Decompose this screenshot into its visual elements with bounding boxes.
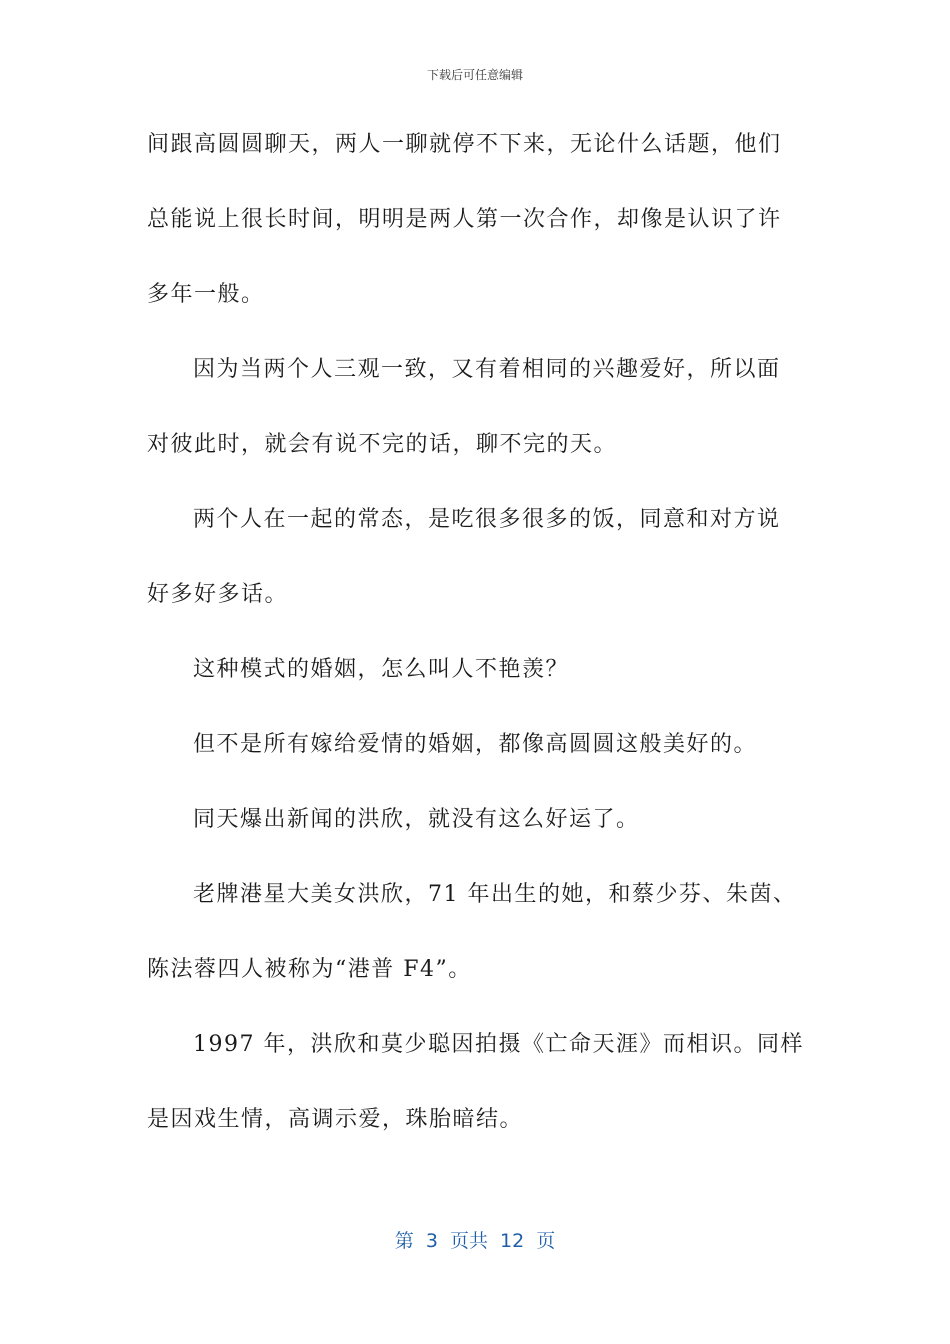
text-line: 这种模式的婚姻，怎么叫人不艳羡？ [193,657,570,682]
text-line: 陈法蓉四人被称为“港普 F4”。 [147,957,472,982]
text-line: 多年一般。 [147,282,265,307]
text-line: 对彼此时，就会有说不完的话，聊不完的天。 [147,432,618,457]
page-footer: 第 3 页共 12 页 [394,1230,556,1252]
text-line: 1997 年，洪欣和莫少聪因拍摄《亡命天涯》而相识。同样 [193,1032,804,1057]
text-line: 是因戏生情，高调示爱，珠胎暗结。 [147,1107,524,1132]
text-line: 两个人在一起的常态，是吃很多很多的饭，同意和对方说 [193,507,781,532]
text-line: 间跟高圆圆聊天，两人一聊就停不下来，无论什么话题，他们 [147,132,782,157]
page-header: 下载后可任意编辑 [426,68,523,82]
text-line: 好多好多话。 [147,582,289,607]
text-line: 老牌港星大美女洪欣，71 年出生的她，和蔡少芬、朱茵、 [193,882,797,907]
text-line: 因为当两个人三观一致，又有着相同的兴趣爱好，所以面 [193,357,781,382]
text-line: 总能说上很长时间，明明是两人第一次合作，却像是认识了许 [147,207,782,232]
text-line: 同天爆出新闻的洪欣，就没有这么好运了。 [193,807,640,832]
text-line: 但不是所有嫁给爱情的婚姻，都像高圆圆这般美好的。 [193,732,758,757]
